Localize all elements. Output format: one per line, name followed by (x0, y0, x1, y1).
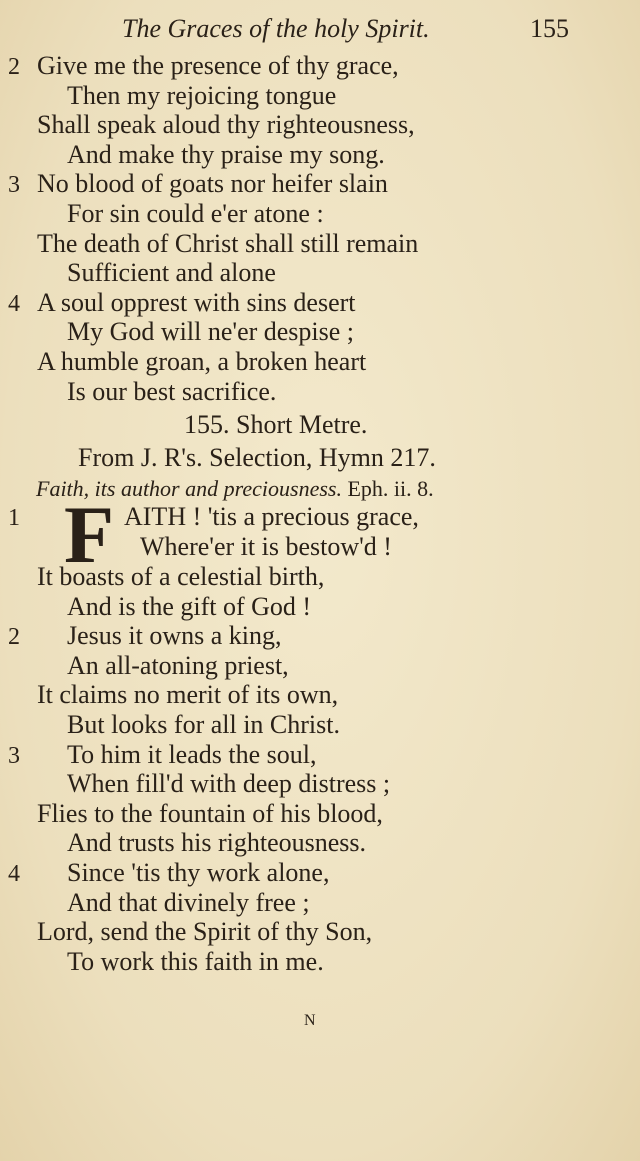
hymn-line: It boasts of a celestial birth, (37, 562, 325, 591)
page-number: 155 (530, 14, 569, 43)
verse-number: 2 (8, 54, 20, 80)
hymn-line: No blood of goats nor heifer slain (37, 169, 388, 199)
hymn-line: To him it leads the soul, (67, 739, 317, 769)
hymn-subtitle-reference: Eph. ii. 8. (347, 476, 434, 501)
hymn-line: And trusts his righteousness. (67, 828, 366, 858)
hymn-line: An all-atoning priest, (67, 650, 289, 680)
verse-number: 3 (8, 742, 20, 769)
hymn-source-line: From J. R's. Selection, Hymn 217. (78, 443, 436, 472)
hymn-line: Sufficient and alone (67, 258, 276, 288)
hymn-line: Shall speak aloud thy righteousness, (37, 110, 415, 140)
hymn-number-heading: 155. Short Metre. (184, 410, 368, 439)
hymn-subtitle-theme: Faith, its author and preciousness. (36, 476, 342, 501)
hymn-line: Then my rejoicing tongue (67, 80, 337, 110)
hymn-line: When fill'd with deep distress ; (67, 769, 391, 799)
hymn-line: Is our best sacrifice. (67, 376, 277, 406)
hymn-line: For sin could e'er atone : (67, 199, 324, 228)
running-header-title: The Graces of the holy Spirit. (122, 14, 430, 43)
hymn-line: Jesus it owns a king, (67, 621, 282, 651)
hymn-line: My God will ne'er despise ; (67, 317, 355, 347)
hymn-line: And make thy praise my song. (67, 139, 385, 169)
hymn-line: But looks for all in Christ. (67, 710, 340, 739)
verse-number: 4 (8, 861, 20, 887)
hymn-line: And that divinely free ; (67, 887, 310, 917)
hymn-line: And is the gift of God ! (67, 591, 312, 621)
verse-number: 4 (8, 290, 20, 317)
hymn-line: AITH ! 'tis a precious grace, (124, 502, 419, 531)
hymn-line: It claims no merit of its own, (37, 680, 339, 710)
hymn-line: Since 'tis thy work alone, (67, 858, 330, 887)
hymn-line: Lord, send the Spirit of thy Son, (37, 917, 373, 947)
hymn-line: A soul opprest with sins desert (37, 287, 356, 317)
verse-number: 3 (8, 172, 20, 199)
signature-mark: N (304, 1012, 316, 1029)
verse-number: 2 (8, 624, 20, 651)
hymn-line: A humble groan, a broken heart (37, 347, 367, 376)
hymn-line: The death of Christ shall still remain (37, 228, 419, 258)
hymn-line: Give me the presence of thy grace, (37, 51, 399, 80)
verse-number: 1 (8, 505, 20, 531)
drop-cap-letter: F (64, 489, 115, 580)
hymn-line: To work this faith in me. (67, 946, 324, 976)
hymn-line: Flies to the fountain of his blood, (37, 798, 383, 828)
hymn-line: Where'er it is bestow'd ! (140, 532, 392, 561)
